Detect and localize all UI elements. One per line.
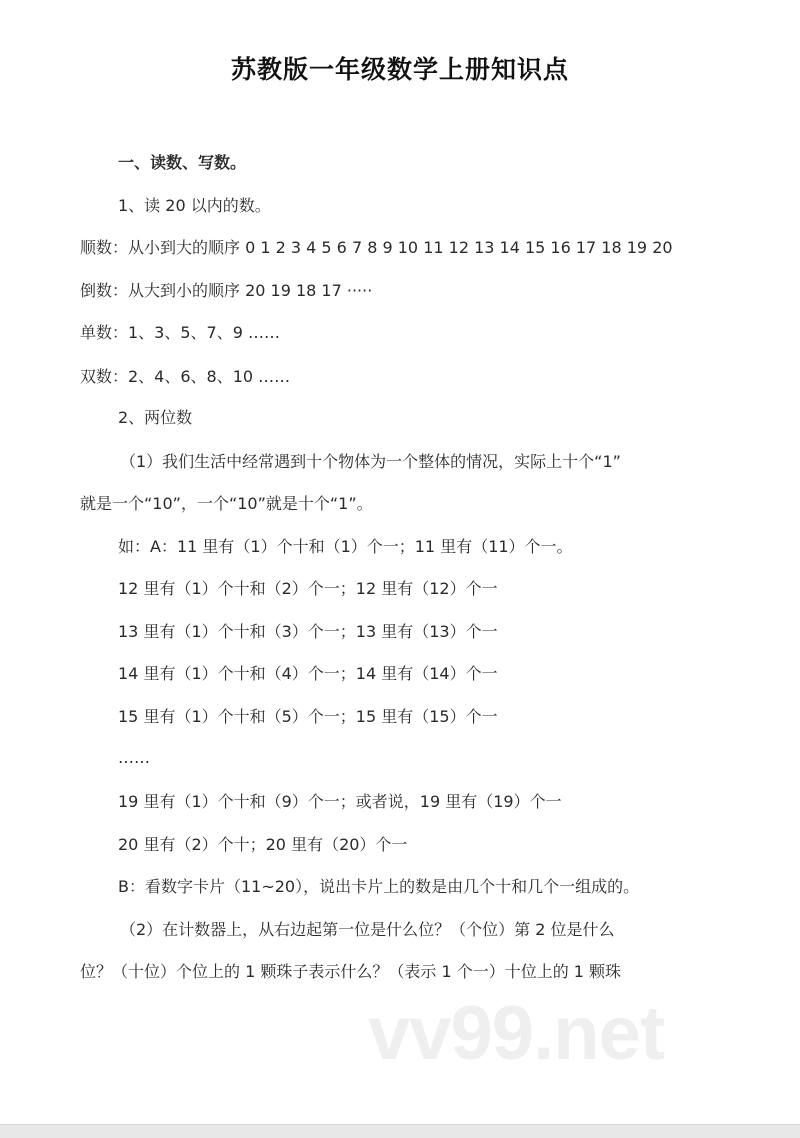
document-title: 苏教版一年级数学上册知识点 [230, 55, 569, 84]
paragraph: 如：A：11 里有（1）个十和（1）个一；11 里有（11）个一。 [118, 537, 573, 556]
paragraph: B：看数字卡片（11~20），说出卡片上的数是由几个十和几个一组成的。 [118, 877, 640, 896]
subheading: 2、两位数 [118, 408, 193, 427]
paragraph: 12 里有（1）个十和（2）个一；12 里有（12）个一 [118, 579, 498, 598]
subheading: 1、读 20 以内的数。 [118, 196, 271, 215]
paragraph: 15 里有（1）个十和（5）个一；15 里有（15）个一 [118, 707, 498, 726]
page-bottom-edge [0, 1124, 800, 1138]
paragraph: （2）在计数器上，从右边起第一位是什么位？（个位）第 2 位是什么 [120, 920, 615, 939]
watermark: vv99.net [368, 991, 665, 1076]
paragraph: 14 里有（1）个十和（4）个一；14 里有（14）个一 [118, 664, 498, 683]
paragraph: 就是一个“10”，一个“10”就是十个“1”。 [80, 494, 373, 513]
section-heading: 一、读数、写数。 [118, 153, 247, 172]
paragraph: （1）我们生活中经常遇到十个物体为一个整体的情况，实际上十个“1” [120, 452, 621, 471]
paragraph: 13 里有（1）个十和（3）个一；13 里有（13）个一 [118, 622, 498, 641]
paragraph: 倒数：从大到小的顺序 20 19 18 17 ····· [80, 281, 373, 300]
ellipsis: …… [118, 748, 150, 767]
paragraph: 顺数：从小到大的顺序 0 1 2 3 4 5 6 7 8 9 10 11 12 13 14 15 16 17 18 19 20 [80, 238, 673, 257]
paragraph: 位？（十位）个位上的 1 颗珠子表示什么？（表示 1 个一）十位上的 1 颗珠 [80, 962, 622, 981]
paragraph: 19 里有（1）个十和（9）个一；或者说，19 里有（19）个一 [118, 792, 562, 811]
paragraph: 20 里有（2）个十；20 里有（20）个一 [118, 835, 408, 854]
paragraph: 单数：1、3、5、7、9 …… [80, 323, 280, 342]
paragraph: 双数：2、4、6、8、10 …… [80, 367, 291, 386]
